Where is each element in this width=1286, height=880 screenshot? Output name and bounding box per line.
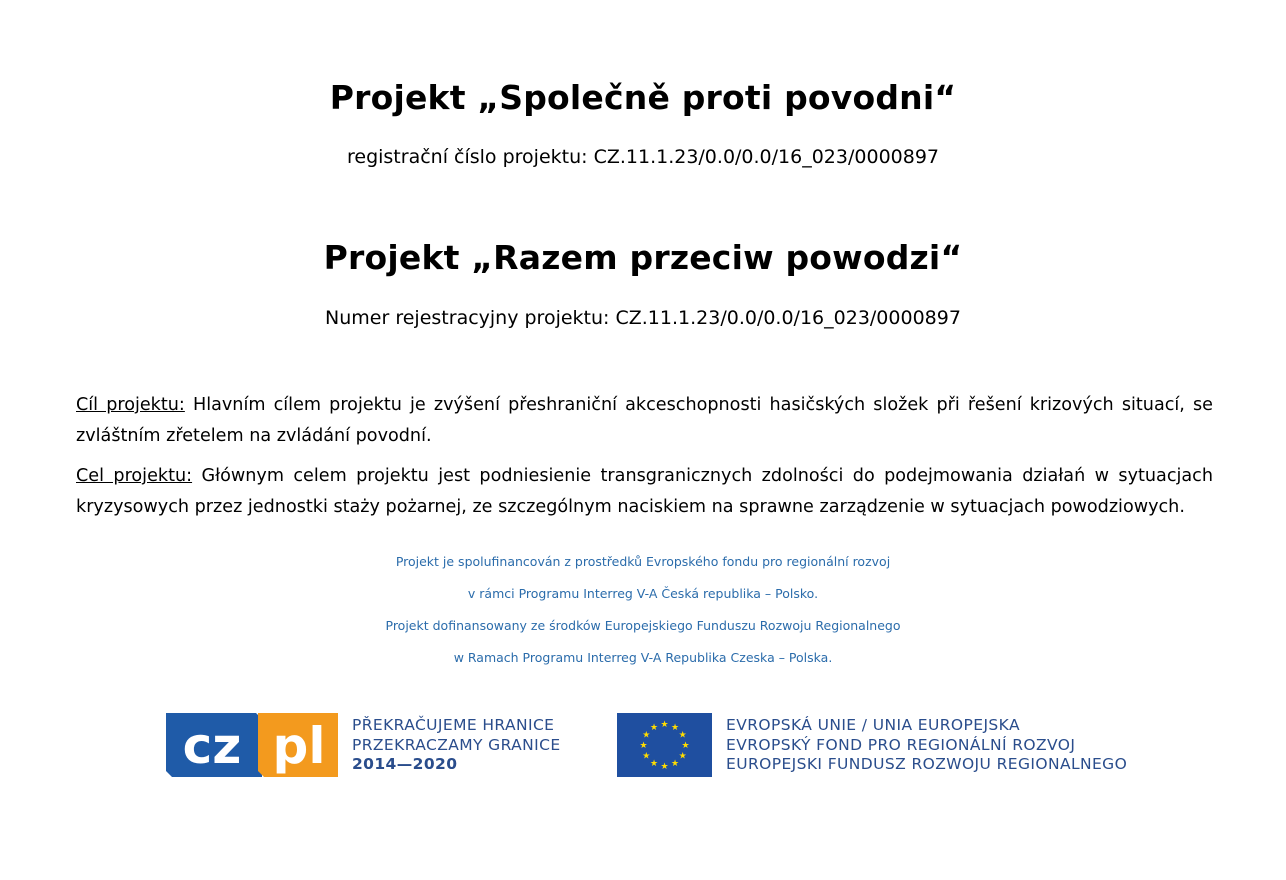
czpl-logo [166, 713, 338, 777]
eu-line-2: EVROPSKÝ FOND PRO REGIONÁLNÍ ROZVOJ [726, 735, 1076, 754]
funding-line-3: Projekt dofinansowany ze środków Europejskiego Funduszu Rozwoju Regionalnego [385, 618, 901, 633]
czpl-line-2: PRZEKRACZAMY GRANICE [352, 735, 561, 754]
eu-star-icon: ★ [678, 750, 687, 761]
eu-flag-icon [617, 713, 712, 777]
funding-line-2: v rámci Programu Interreg V-A Česká republika – Polsko. [467, 586, 819, 601]
czpl-years: 2014—2020 [352, 755, 458, 773]
czpl-logo-text [352, 716, 561, 775]
goal-label-pl: Cel projektu: [76, 466, 193, 486]
eu-star-icon: ★ [670, 721, 680, 732]
funding-line-1: Projekt je spolufinancován z prostředků Evropského fondu pro regionální rozvoj [395, 554, 891, 569]
eu-star-icon: ★ [649, 758, 659, 769]
registration-number-cz: registrační číslo projektu: CZ.11.1.23/0.0/0.0/16_023/0000897 [346, 146, 940, 168]
eu-star-icon: ★ [649, 721, 659, 732]
goal-text-pl: Głównym celem projektu jest podniesienie transgranicznych zdolności do podejmowania działań w sytuacjach kryzysowych przez jednostki staży pożarnej, ze szczególnym naciskiem na sprawne zarządzenie w sytuacjach powodziowych. [76, 466, 1213, 517]
czpl-mark-cz: cz [182, 717, 242, 775]
eu-line-1: EVROPSKÁ UNIE / UNIA EUROPEJSKA [726, 716, 1020, 734]
eu-logo-text [726, 716, 1127, 775]
funding-line-4: w Ramach Programu Interreg V-A Republika Czeska – Polska. [453, 650, 833, 665]
eu-star-icon: ★ [678, 729, 687, 740]
eu-star-icon: ★ [681, 740, 690, 750]
heading-pl: Projekt „Razem przeciw powodzi“ [323, 238, 963, 277]
project-goal-pl [76, 461, 1213, 523]
goal-text-cz: Hlavním cílem projektu je zvýšení přeshraniční akceschopnosti hasičských složek při řešení krizových situací, se zvláštním zřetelem na zvládání povodní. [76, 395, 1213, 446]
heading-cz: Projekt „Společně proti povodni“ [329, 78, 957, 117]
project-goal-cz [76, 390, 1213, 452]
czpl-mark-pl: pl [272, 717, 326, 775]
eu-star-icon: ★ [639, 740, 648, 750]
eu-star-icon: ★ [642, 750, 651, 761]
eu-star-icon: ★ [660, 719, 669, 729]
czpl-line-1: PŘEKRAČUJEME HRANICE [352, 716, 555, 734]
eu-star-icon: ★ [642, 729, 651, 740]
goal-label-cz: Cíl projektu: [76, 395, 185, 415]
eu-star-icon: ★ [670, 758, 680, 769]
registration-number-pl: Numer rejestracyjny projektu: CZ.11.1.23/0.0/0.0/16_023/0000897 [325, 307, 961, 329]
eu-star-icon: ★ [660, 761, 669, 771]
eu-line-3: EUROPEJSKI FUNDUSZ ROZWOJU REGIONALNEGO [726, 755, 1128, 773]
